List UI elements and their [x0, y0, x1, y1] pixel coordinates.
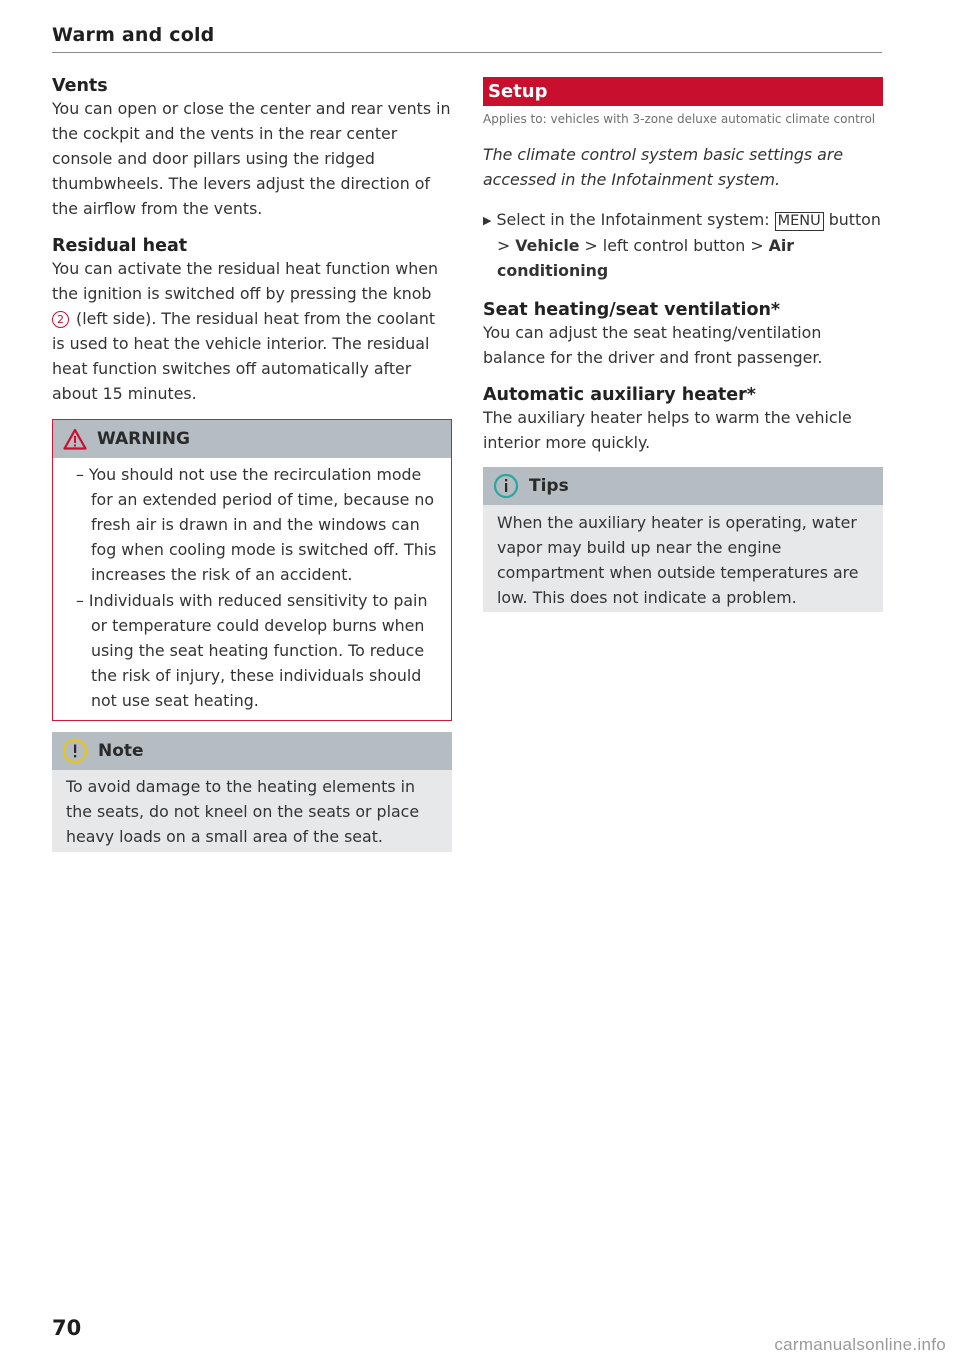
residual-heat-heading: Residual heat	[52, 236, 188, 256]
note-text: To avoid damage to the heating elements in the seats, do not kneel on the seats or place heavy loads on a small area of the seat.	[66, 777, 420, 846]
note-exclamation-icon	[62, 738, 88, 764]
residual-text-before: You can activate the residual heat function when the ignition is switched off by pressing the knob	[52, 259, 438, 303]
tips-text: When the auxiliary heater is operating, water vapor may build up near the engine compartment when outside temperatures are low. This does not indicate a problem.	[497, 513, 859, 607]
warning-body	[53, 458, 451, 720]
vehicle-label: Vehicle	[515, 236, 580, 255]
tips-title: Tips	[529, 476, 569, 496]
tips-body	[483, 505, 883, 612]
tips-header	[483, 467, 883, 505]
aux-heater-paragraph: The auxiliary heater helps to warm the vehicle interior more quickly.	[483, 408, 852, 452]
vents-heading: Vents	[52, 76, 108, 96]
step-arrow-icon: ▶	[483, 214, 492, 227]
setup-intro: The climate control system basic settings are accessed in the Infotainment system.	[483, 145, 844, 189]
watermark: carmanualsonline.info	[774, 1335, 946, 1354]
header-rule	[52, 52, 882, 53]
note-box	[52, 732, 452, 852]
vents-paragraph: You can open or close the center and rear vents in the cockpit and the vents in the rear center console and door pillars using the ridged thumbwheels. The levers adjust the direction of the airflow from the vents.	[52, 99, 451, 218]
step-prefix: Select in the Infotainment system:	[496, 210, 770, 229]
note-body	[52, 770, 452, 852]
warning-box	[52, 419, 452, 721]
note-title: Note	[98, 741, 144, 761]
seat-heating-paragraph: You can adjust the seat heating/ventilation balance for the driver and front passenger.	[483, 323, 823, 367]
air-conditioning-label: Air conditioning	[497, 236, 795, 280]
step-mid-text: > left control button >	[584, 236, 764, 255]
warning-item: – Individuals with reduced sensitivity to pain or temperature could develop burns when using the seat heating function. To reduce the risk of injury, these individuals should not use seat heating.	[76, 591, 428, 710]
running-header: Warm and cold	[52, 24, 215, 46]
info-icon	[493, 473, 519, 499]
setup-title-bar: Setup	[483, 77, 883, 106]
warning-item: – You should not use the recirculation mode for an extended period of time, because no fresh air is drawn in and the windows can fog when cooling mode is switched off. This increases the risk of an accident.	[76, 465, 437, 584]
step-button-text: button >	[497, 210, 881, 255]
tips-box	[483, 467, 883, 612]
setup-step	[483, 207, 883, 283]
right-column	[483, 77, 883, 612]
menu-key: MENU	[775, 212, 824, 231]
note-header	[52, 732, 452, 770]
aux-heater-heading: Automatic auxiliary heater*	[483, 385, 756, 405]
residual-heat-paragraph	[52, 256, 452, 406]
residual-text-after: (left side). The residual heat from the coolant is used to heat the vehicle interior. The residual heat function switches off automatically after about 15 minutes.	[52, 309, 436, 403]
left-column	[52, 74, 452, 852]
warning-title: WARNING	[97, 429, 190, 449]
page-number: 70	[52, 1316, 82, 1340]
warning-header	[53, 420, 451, 458]
warning-triangle-icon	[63, 428, 87, 450]
seat-heating-heading: Seat heating/seat ventilation*	[483, 300, 781, 320]
callout-2-icon: 2	[52, 311, 69, 328]
applies-to-text: Applies to: vehicles with 3-zone deluxe automatic climate control	[483, 112, 876, 126]
